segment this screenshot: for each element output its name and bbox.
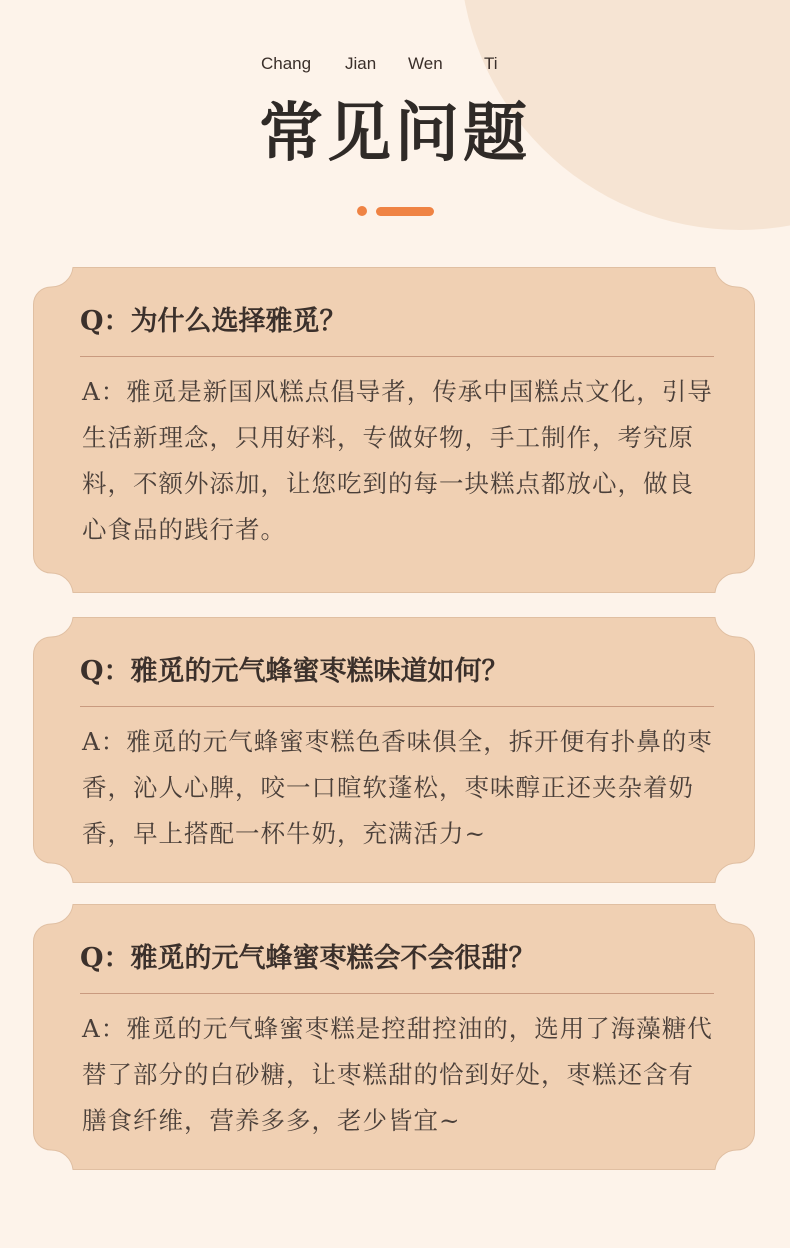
- pinyin-ti: Ti: [484, 54, 498, 73]
- faq-answer: A：雅觅的元气蜂蜜枣糕色香味俱全，拆开便有扑鼻的枣香，沁人心脾，咬一口暄软蓬松，枣味醇正还夹杂着奶香，早上搭配一杯牛奶，充满活力~: [82, 727, 713, 848]
- page-title: 常见问题: [259, 97, 531, 171]
- faq-question: Q：雅觅的元气蜂蜜枣糕会不会很甜？: [80, 943, 536, 974]
- faq-question: Q：雅觅的元气蜂蜜枣糕味道如何？: [80, 656, 509, 687]
- faq-divider: [80, 356, 714, 357]
- faq-card: [33, 904, 755, 1170]
- title-accent-dot: [357, 206, 367, 216]
- faq-answer: A：雅觅是新国风糕点倡导者，传承中国糕点文化，引导生活新理念，只用好料，专做好物，手工制作，考究原料，不额外添加，让您吃到的每一块糕点都放心，做良心食品的践行者。: [82, 377, 713, 544]
- title-pinyin: [0, 54, 790, 78]
- faq-card: [33, 267, 755, 593]
- faq-question: Q：为什么选择雅觅？: [80, 306, 347, 337]
- faq-divider: [80, 993, 714, 994]
- pinyin-wen: Wen: [408, 54, 443, 73]
- pinyin-chang: Chang: [261, 54, 312, 73]
- pinyin-jian: Jian: [345, 54, 377, 73]
- title-accent-bar: [376, 207, 434, 216]
- faq-divider: [80, 706, 714, 707]
- faq-answer: A：雅觅的元气蜂蜜枣糕是控甜控油的，选用了海藻糖代替了部分的白砂糖，让枣糕甜的恰到好处，枣糕还含有膳食纤维，营养多多，老少皆宜~: [82, 1014, 713, 1135]
- faq-card: [33, 617, 755, 883]
